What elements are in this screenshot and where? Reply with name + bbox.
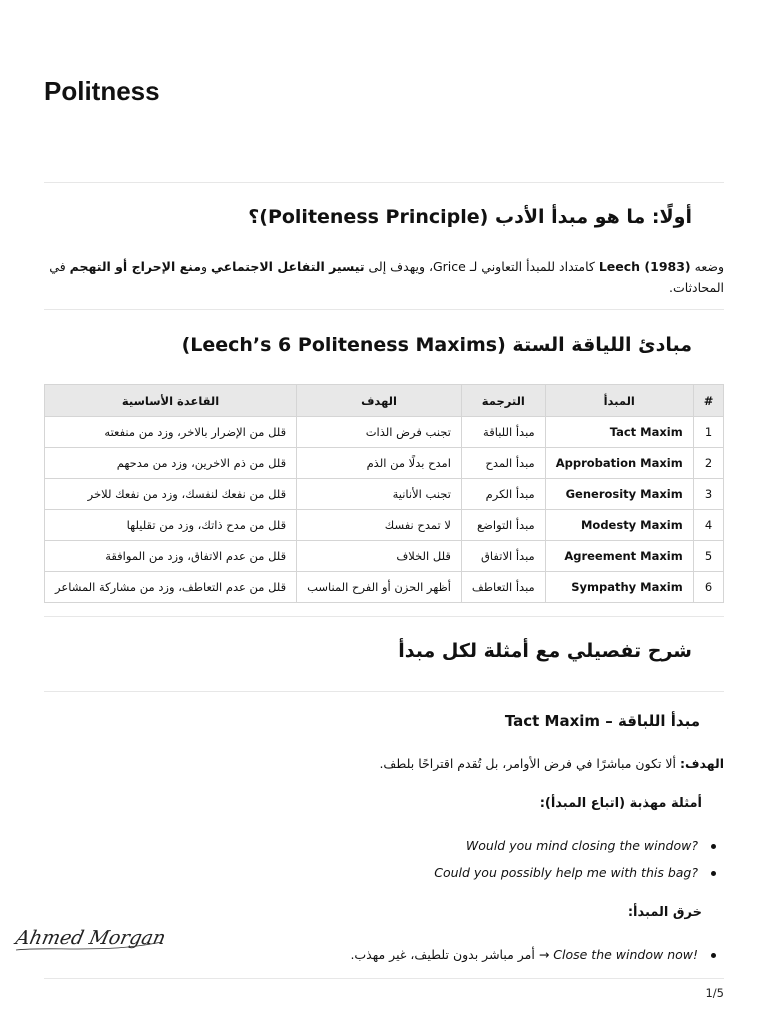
list-item xyxy=(434,863,720,890)
table-cell: 5 xyxy=(693,541,724,572)
intro-text: و xyxy=(200,259,211,274)
maxims-table xyxy=(44,384,724,603)
example-explanation: → أمر مباشر بدون تلطيف، غير مهذب. xyxy=(350,947,554,962)
divider xyxy=(44,309,724,310)
table-cell: مبدأ الاتفاق xyxy=(461,541,545,572)
list-item xyxy=(434,836,720,863)
intro-paragraph xyxy=(44,256,724,298)
table-cell: Sympathy Maxim xyxy=(545,572,693,603)
table-row xyxy=(45,572,724,603)
table-cell: قلل من عدم الاتفاق، وزد من الموافقة xyxy=(45,541,297,572)
intro-highlight: منع الإحراج أو التهجم xyxy=(69,259,201,274)
table-row xyxy=(45,541,724,572)
table-cell: مبدأ اللباقة xyxy=(461,417,545,448)
table-cell: 4 xyxy=(693,510,724,541)
table-cell: قلل الخلاف xyxy=(297,541,462,572)
table-cell: Agreement Maxim xyxy=(545,541,693,572)
table-row xyxy=(45,417,724,448)
table-cell: لا تمدح نفسك xyxy=(297,510,462,541)
intro-text: وضعه xyxy=(690,259,724,274)
table-cell: قلل من عدم التعاطف، وزد من مشاركة المشاعر xyxy=(45,572,297,603)
table-cell: Generosity Maxim xyxy=(545,479,693,510)
example-text: Would you mind closing the window? xyxy=(465,838,698,853)
page-number: 1/5 xyxy=(705,986,724,1000)
table-cell: مبدأ المدح xyxy=(461,448,545,479)
divider xyxy=(44,691,724,692)
table-cell: Approbation Maxim xyxy=(545,448,693,479)
table-cell: 6 xyxy=(693,572,724,603)
example-text: Close the window now! xyxy=(553,947,698,962)
table-cell: مبدأ التواضع xyxy=(461,510,545,541)
table-row xyxy=(45,479,724,510)
table-cell: 2 xyxy=(693,448,724,479)
table-cell: قلل من الإضرار بالاخر، وزد من منفعته xyxy=(45,417,297,448)
tact-goal xyxy=(379,756,724,771)
divider xyxy=(44,978,724,979)
column-header: الترجمة xyxy=(461,385,545,417)
table-cell: تجنب فرض الذات xyxy=(297,417,462,448)
section-heading-politeness-principle: أولًا: ما هو مبدأ الأدب (Politeness Principle)؟ xyxy=(248,206,692,228)
intro-text: في المحادثات. xyxy=(49,259,724,295)
column-header: المبدأ xyxy=(545,385,693,417)
intro-text: كامتداد للمبدأ التعاوني لـ Grice، ويهدف إلى xyxy=(364,259,599,274)
table-header-row xyxy=(45,385,724,417)
table-cell: قلل من مدح ذاتك، وزد من تقليلها xyxy=(45,510,297,541)
violation-examples-list xyxy=(350,945,720,972)
table-cell: 1 xyxy=(693,417,724,448)
table-row xyxy=(45,510,724,541)
table-cell: 3 xyxy=(693,479,724,510)
goal-text: ألا تكون مباشرًا في فرض الأوامر، بل تُقدم اقتراحًا بلطف. xyxy=(379,756,681,771)
column-header: # xyxy=(693,385,724,417)
signature xyxy=(12,920,172,960)
polite-examples-list xyxy=(434,836,720,890)
table-cell: مبدأ التعاطف xyxy=(461,572,545,603)
intro-highlight: تيسير التفاعل الاجتماعي xyxy=(211,259,365,274)
page-title: Politness xyxy=(44,76,160,106)
table-cell: Tact Maxim xyxy=(545,417,693,448)
signature-text: Ahmed Morgan xyxy=(13,926,168,949)
table-cell: تجنب الأنانية xyxy=(297,479,462,510)
divider xyxy=(44,616,724,617)
list-item xyxy=(350,945,720,972)
example-text: Could you possibly help me with this bag? xyxy=(434,865,698,880)
column-header: القاعدة الأساسية xyxy=(45,385,297,417)
table-cell: قلل من نفعك لنفسك، وزد من نفعك للاخر xyxy=(45,479,297,510)
goal-label: الهدف: xyxy=(680,756,724,771)
divider xyxy=(44,182,724,183)
table-cell: Modesty Maxim xyxy=(545,510,693,541)
table-cell: مبدأ الكرم xyxy=(461,479,545,510)
table-cell: قلل من ذم الاخرين، وزد من مدحهم xyxy=(45,448,297,479)
tact-maxim-heading: Tact Maxim – مبدأ اللباقة xyxy=(504,712,700,730)
section-heading-detailed-examples: شرح تفصيلي مع أمثلة لكل مبدأ xyxy=(398,640,692,662)
column-header: الهدف xyxy=(297,385,462,417)
table-row xyxy=(45,448,724,479)
section-heading-maxims: مبادئ اللياقة الستة (Leech’s 6 Politeness Maxims) xyxy=(181,334,692,356)
intro-author: Leech (1983) xyxy=(598,259,691,274)
polite-examples-heading: أمثلة مهذبة (اتباع المبدأ): xyxy=(539,796,702,811)
table-cell: أظهر الحزن أو الفرح المناسب xyxy=(297,572,462,603)
violation-heading: خرق المبدأ: xyxy=(627,905,702,920)
table-cell: امدح بدلًا من الذم xyxy=(297,448,462,479)
